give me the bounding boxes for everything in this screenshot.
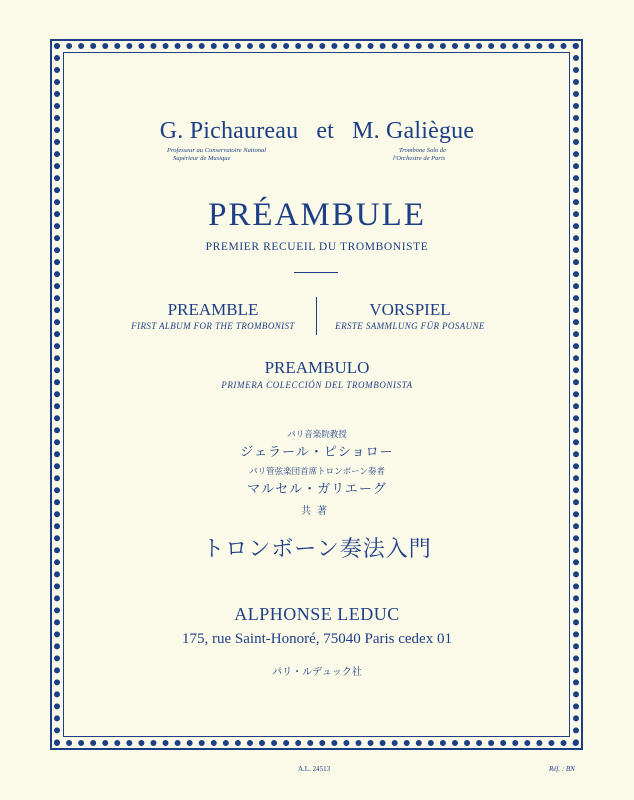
german-subtitle: ERSTE SAMMLUNG FÜR POSAUNE <box>335 321 485 331</box>
author1-credit: Professeur au Conservatoire National Supérieur de Musique <box>167 147 267 162</box>
author-conjunction: et <box>316 118 335 144</box>
reference-code: Réf. : BN <box>549 765 575 773</box>
english-subtitle: FIRST ALBUM FOR THE TROMBONIST <box>131 321 295 331</box>
authors-line <box>0 118 634 145</box>
catalog-number: A.L. 24513 <box>298 765 331 773</box>
spanish-subtitle: PRIMERA COLECCIÓN DEL TROMBONISTA <box>221 380 413 390</box>
publisher-address: 175, rue Saint-Honoré, 75040 Paris cedex 01 <box>182 631 452 647</box>
title-divider <box>294 272 338 273</box>
japanese-coauthored: 共著 <box>301 506 333 517</box>
german-title: VORSPIEL <box>369 300 451 319</box>
japanese-title: トロンボーン奏法入門 <box>202 536 432 561</box>
japanese-author2-role: パリ管弦楽団首席トロンボーン奏者 <box>249 466 385 476</box>
author-galiegue: M. Galiègue <box>352 118 475 144</box>
publisher-name: ALPHONSE LEDUC <box>234 604 400 624</box>
language-divider <box>316 297 317 335</box>
author2-credit: Trombone Solo de l'Orchestre de Paris <box>393 147 447 162</box>
main-subtitle: PREMIER RECUEIL DU TROMBONISTE <box>205 241 429 253</box>
author-pichaureau: G. Pichaureau <box>159 118 299 144</box>
japanese-author2-name: マルセル・ガリエーグ <box>247 481 387 496</box>
spanish-title: PREAMBULO <box>264 358 370 377</box>
japanese-author1-name: ジェラール・ピショロー <box>240 444 394 459</box>
english-title: PREAMBLE <box>167 300 259 319</box>
publisher-japanese-name: パリ・ルデュック社 <box>272 667 362 678</box>
japanese-author1-role: パリ音楽院教授 <box>287 429 347 439</box>
main-title: PRÉAMBULE <box>208 197 426 233</box>
